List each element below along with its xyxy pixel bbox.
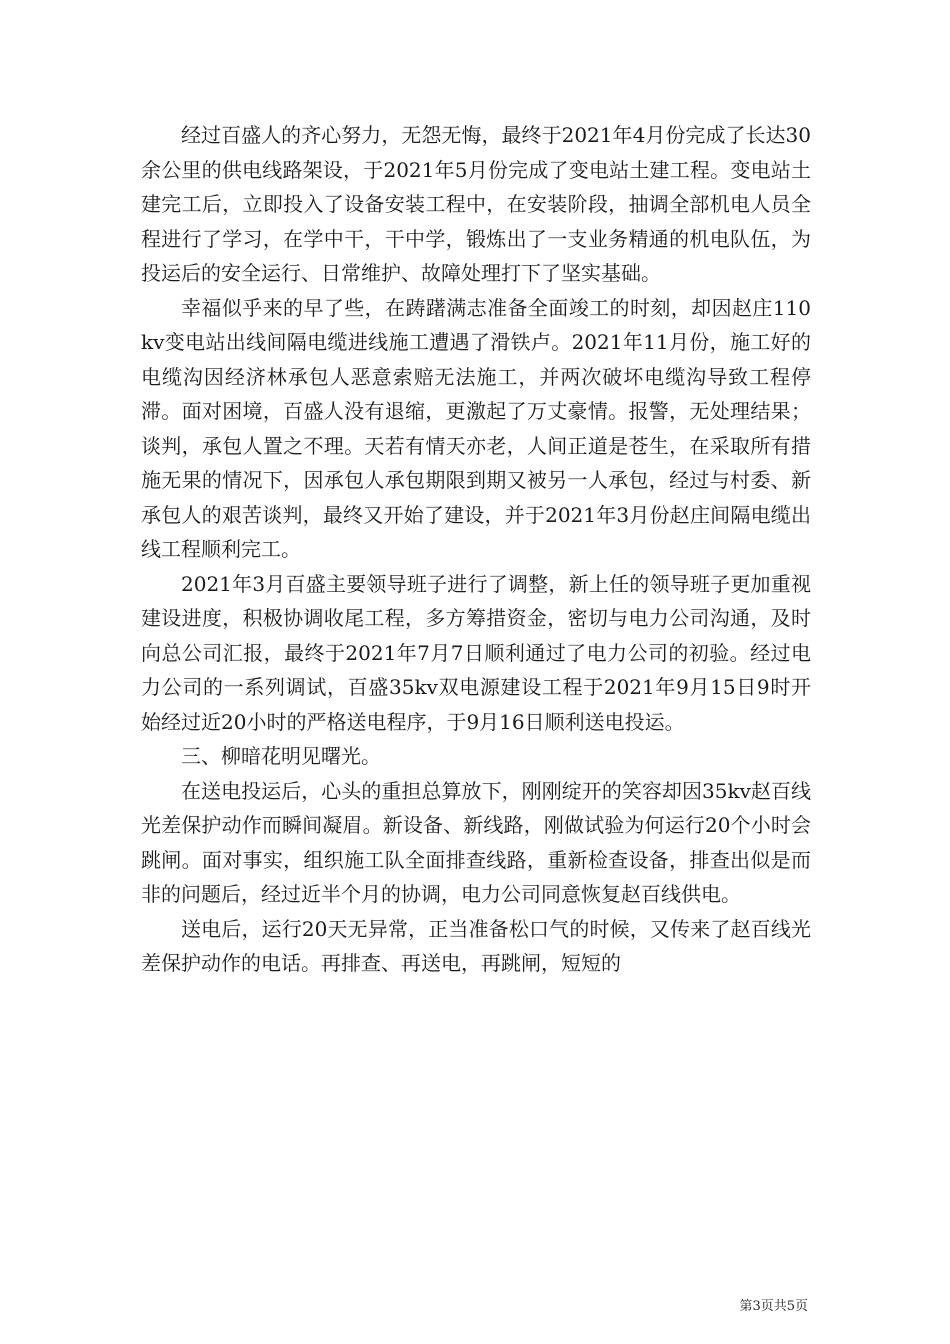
document-body [141,118,811,981]
page-number-footer: 第3页共5页 [739,1299,808,1314]
paragraph-2: 幸福似乎来的早了些，在踌躇满志准备全面竣工的时刻，却因赵庄110kv变电站出线间隔电缆进线施工遭遇了滑铁卢。2021年11月份，施工好的电缆沟因经济林承包人恶意索赔无法施工，并两次破坏电缆沟导致工程停滞。面对困境，百盛人没有退缩，更激起了万丈豪情。报警，无处理结果；谈判，承包人置之不理。天若有情天亦老，人间正道是苍生，在采取所有措施无果的情况下，因承包人承包期限到期又被另一人承包，经过与村委、新承包人的艰苦谈判，最终又开始了建设，并于2021年3月份赵庄间隔电缆出线工程顺利完工。 [141,295,811,561]
section-heading: 三、柳暗花明见曙光。 [181,744,381,768]
paragraph-3: 2021年3月百盛主要领导班子进行了调整，新上任的领导班子更加重视建设进度，积极协调收尾工程，多方筹措资金，密切与电力公司沟通，及时向总公司汇报，最终于2021年7月7日顺利通过了电力公司的初验。经过电力公司的一系列调试，百盛35kv双电源建设工程于2021年9月15日9时开始经过近20小时的严格送电程序，于9月16日顺利送电投运。 [141,571,811,734]
paragraph-5: 送电后，运行20天无异常，正当准备松口气的时候，又传来了赵百线光差保护动作的电话。再排查、再送电，再跳闸，短短的 [141,916,811,975]
paragraph-1: 经过百盛人的齐心努力，无怨无悔，最终于2021年4月份完成了长达30余公里的供电线路架设，于2021年5月份完成了变电站土建工程。变电站土建完工后，立即投入了设备安装工程中，在安装阶段，抽调全部机电人员全程进行了学习，在学中干，干中学，锻炼出了一支业务精通的机电队伍，为投运后的安全运行、日常维护、故障处理打下了坚实基础。 [141,123,811,285]
paragraph-4: 在送电投运后，心头的重担总算放下，刚刚绽开的笑容却因35kv赵百线光差保护动作而瞬间凝眉。新设备、新线路，刚做试验为何运行20个小时会跳闸。面对事实，组织施工队全面排查线路，重新检查设备，排查出似是而非的问题后，经过近半个月的协调，电力公司同意恢复赵百线供电。 [141,778,811,906]
